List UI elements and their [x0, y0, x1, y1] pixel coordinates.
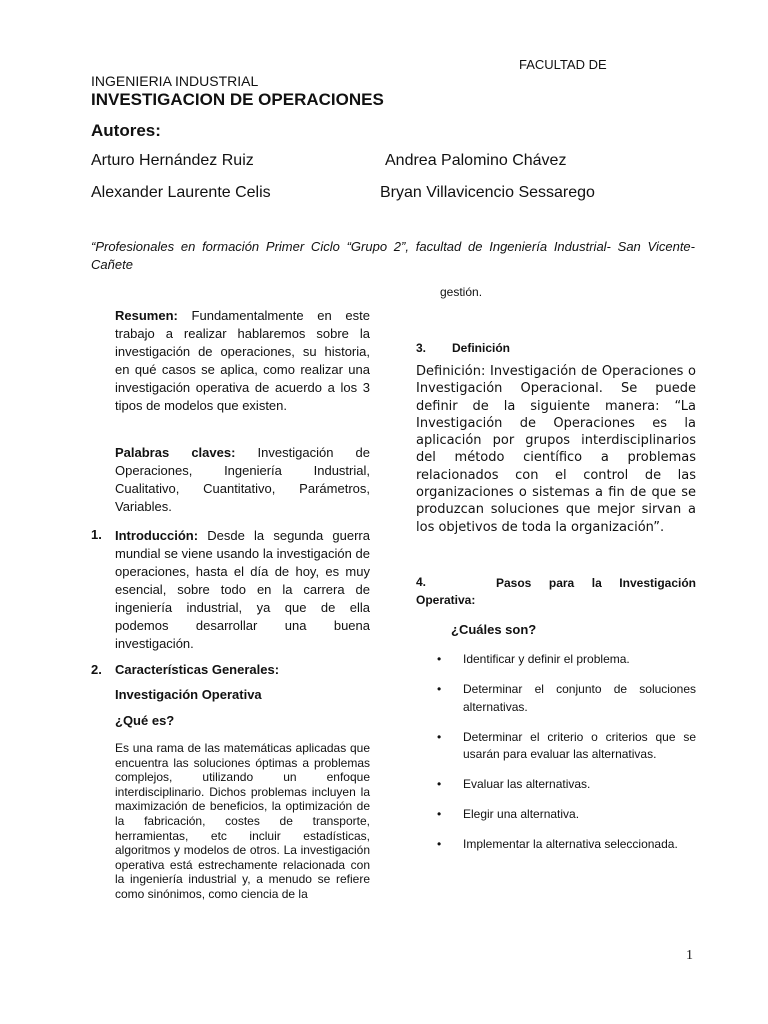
continuation-text: gestión. [440, 285, 483, 299]
list-item: • Elegir una alternativa. [437, 806, 696, 824]
abstract-label: Resumen: [115, 308, 178, 323]
author-name: Bryan Villavicencio Sessarego [380, 184, 595, 201]
keywords-label: Palabras claves: [115, 445, 236, 460]
affiliation-note: “Profesionales en formación Primer Ciclo “Grupo 2”, facultad de Ingeniería Industrial- San Vicente-Cañete [91, 239, 695, 272]
keywords-text: Investigación de Operaciones, Ingeniería Industrial, Cualitativo, Cuantitativo, Parámetros, Variables. [115, 445, 370, 514]
subsection-heading: Investigación Operativa [115, 687, 262, 702]
bullet-icon: • [437, 837, 442, 851]
bullet-icon: • [437, 652, 442, 666]
subsection-heading: ¿Qué es? [115, 713, 175, 728]
section-heading: Características Generales: [115, 662, 280, 677]
page-number: 1 [686, 948, 693, 963]
list-item: • Determinar el criterio o criterios que se usarán para evaluar las alternativas. [437, 729, 696, 761]
section-number: 4. [416, 575, 427, 589]
bullet-icon: • [437, 729, 442, 744]
author-name: Alexander Laurente Celis [91, 184, 271, 201]
definition-body: Definición: Investigación de Operaciones o Investigación Operacional. Se puede definir de la siguiente manera: “La Investigación de Operaciones es la aplicación por grupos interdisciplinarios del método científico a problemas relacionados con el control de las organizaciones o sistemas a fin de que se produzcan soluciones que mejor sirvan a los objetivos de toda la organización”. [416, 364, 696, 535]
definition-paragraph: Es una rama de las matemáticas aplicadas que encuentra las soluciones óptimas a problemas complejos, utilizando un enfoque interdisciplinario. Dichos problemas incluyen la maximización de beneficios, la optimización de la fabricación, costes de transporte, herramientas, etc incluir estadísticas, algoritmos y modelos de otros. La investigación operativa está estrechamente relacionada con la ingeniería industrial y, a menudo se refiere como sinónimos, como ciencia de la [115, 741, 370, 901]
list-item: • Determinar el conjunto de soluciones alternativas. [437, 682, 696, 714]
faculty-line: FACULTAD DE [519, 57, 607, 72]
department-line: INGENIERIA INDUSTRIAL [91, 73, 259, 89]
section-heading: Pasos para la Investigación Operativa: [416, 576, 696, 607]
section-heading: Definición [452, 341, 511, 355]
abstract-paragraph [115, 307, 370, 415]
list-item: • Identificar y definir el problema. [437, 651, 696, 669]
author-name: Arturo Hernández Ruiz [91, 152, 254, 169]
list-item: • Evaluar las alternativas. [437, 776, 696, 794]
bullet-icon: • [437, 807, 442, 821]
steps-list [437, 651, 696, 866]
introduction-text: Desde la segunda guerra mundial se viene usando la investigación de operaciones, hasta el día de hoy, es muy esencial, sobre todo en la carrera de ingeniería industrial, ya que de ella podemos desarrollar una buena investigación. [115, 528, 370, 651]
introduction-paragraph [115, 527, 370, 653]
section-number: 1. [91, 527, 102, 542]
introduction-label: Introducción: [115, 528, 199, 543]
author-name: Andrea Palomino Chávez [385, 152, 567, 169]
abstract-text: Fundamentalmente en este trabajo a realizar hablaremos sobre la investigación de operaciones, su historia, en qué casos se aplica, como realizar una investigación operativa de acuerdo a los 3 tipos de modelos que existen. [115, 308, 370, 413]
keywords-paragraph [115, 444, 370, 516]
section-number: 2. [91, 662, 102, 677]
subsection-heading: ¿Cuáles son? [451, 622, 537, 637]
course-title: INVESTIGACION DE OPERACIONES [91, 90, 384, 109]
section-number: 3. [416, 341, 427, 355]
bullet-icon: • [437, 777, 442, 791]
list-item: • Implementar la alternativa seleccionada. [437, 836, 696, 854]
bullet-icon: • [437, 682, 442, 696]
authors-heading: Autores: [91, 121, 161, 140]
